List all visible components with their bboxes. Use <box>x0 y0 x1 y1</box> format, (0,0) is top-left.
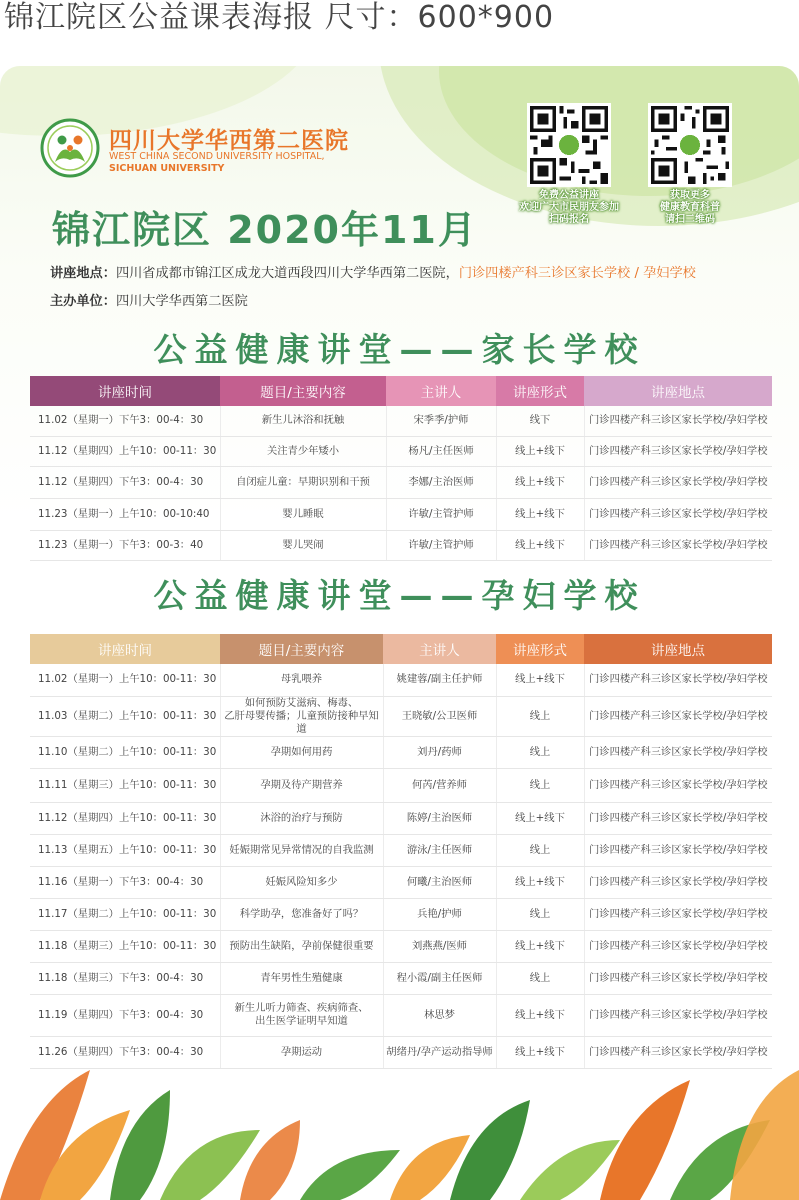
lecture-location: 门诊四楼产科三诊区家长学校/孕妇学校 <box>584 406 772 436</box>
column-header: 讲座地点 <box>584 376 772 406</box>
lecture-speaker: 王晓敏/公卫医师 <box>383 696 496 736</box>
lecture-time: 11.03（星期二）上午10：00-11：30 <box>30 696 220 736</box>
lecture-mode: 线上 <box>496 768 584 802</box>
lecture-topic-line: 新生儿听力筛查、疾病筛查、 <box>234 1002 369 1014</box>
table-row <box>30 736 772 768</box>
lecture-topic: 沐浴的治疗与预防 <box>220 802 383 834</box>
column-header: 讲座形式 <box>496 634 584 664</box>
lecture-location: 门诊四楼产科三诊区家长学校/孕妇学校 <box>584 768 772 802</box>
lecture-topic <box>220 696 383 736</box>
section-title-pregnancy-school: 公益健康讲堂——孕妇学校 <box>153 576 646 615</box>
table-header-row <box>30 376 772 406</box>
lecture-speaker: 游泳/主任医师 <box>383 834 496 866</box>
column-header: 题目/主要内容 <box>220 376 386 406</box>
lecture-speaker: 杨凡/主任医师 <box>386 436 496 466</box>
lecture-mode: 线上+线下 <box>496 866 584 898</box>
lecture-mode: 线上+线下 <box>496 994 584 1036</box>
hospital-name-english: WEST CHINA SECOND UNIVERSITY HOSPITAL, <box>109 151 325 162</box>
lecture-location: 门诊四楼产科三诊区家长学校/孕妇学校 <box>584 866 772 898</box>
lecture-topic: 婴儿哭闹 <box>220 530 386 560</box>
lecture-mode: 线上 <box>496 898 584 930</box>
lecture-speaker: 许敏/主管护师 <box>386 498 496 530</box>
table-row <box>30 466 772 498</box>
table-row <box>30 898 772 930</box>
lecture-mode: 线上+线下 <box>496 1036 584 1068</box>
lecture-mode: 线上+线下 <box>496 466 584 498</box>
lecture-mode: 线上+线下 <box>496 530 584 560</box>
qr-note-line: 获取更多 <box>670 190 710 201</box>
page-title: 锦江院区 2020年11月 <box>52 208 478 252</box>
lecture-topic: 新生儿沐浴和抚触 <box>220 406 386 436</box>
lecture-location: 门诊四楼产科三诊区家长学校/孕妇学校 <box>584 498 772 530</box>
hospital-logo-icon <box>40 118 100 178</box>
lecture-speaker: 刘燕燕/医师 <box>383 930 496 962</box>
lecture-topic: 青年男性生殖健康 <box>220 962 383 994</box>
lecture-time: 11.26（星期四）下午3：00-4：30 <box>30 1036 220 1068</box>
pregnancy-school-table <box>30 634 772 1069</box>
lecture-topic: 孕期运动 <box>220 1036 383 1068</box>
venue-line <box>50 262 696 281</box>
lecture-topic: 自闭症儿童：早期识别和干预 <box>220 466 386 498</box>
lecture-mode: 线上 <box>496 736 584 768</box>
lecture-speaker: 程小霞/副主任医师 <box>383 962 496 994</box>
venue-address: 四川省成都市锦江区成龙大道西段四川大学华西第二医院， <box>115 266 459 281</box>
lecture-speaker: 刘丹/药师 <box>383 736 496 768</box>
qr-note-line: 免费公益讲座 <box>539 190 599 201</box>
table-row <box>30 530 772 560</box>
section-title-parent-school: 公益健康讲堂——家长学校 <box>153 330 646 369</box>
lecture-mode: 线上+线下 <box>496 664 584 696</box>
lecture-mode: 线上+线下 <box>496 802 584 834</box>
lecture-speaker: 宋季季/护师 <box>386 406 496 436</box>
table-row <box>30 994 772 1036</box>
lecture-location: 门诊四楼产科三诊区家长学校/孕妇学校 <box>584 736 772 768</box>
lecture-time: 11.17（星期二）上午10：00-11：30 <box>30 898 220 930</box>
lecture-mode: 线上 <box>496 962 584 994</box>
lecture-location: 门诊四楼产科三诊区家长学校/孕妇学校 <box>584 802 772 834</box>
hospital-name-english-2: SICHUAN UNIVERSITY <box>109 163 225 174</box>
poster-caption: 锦江院区公益课表海报 尺寸：600*900 <box>4 0 555 35</box>
table-header-row <box>30 634 772 664</box>
table-row <box>30 930 772 962</box>
qr-code-icon[interactable] <box>527 103 611 187</box>
lecture-location: 门诊四楼产科三诊区家长学校/孕妇学校 <box>584 696 772 736</box>
lecture-time: 11.12（星期四）上午10：00-11：30 <box>30 436 220 466</box>
column-header: 主讲人 <box>383 634 496 664</box>
table-row <box>30 436 772 466</box>
lecture-speaker: 陈婷/主治医师 <box>383 802 496 834</box>
lecture-speaker: 林思梦 <box>383 994 496 1036</box>
lecture-time: 11.19（星期四）下午3：00-4：30 <box>30 994 220 1036</box>
column-header: 题目/主要内容 <box>220 634 383 664</box>
lecture-speaker: 何芮/营养师 <box>383 768 496 802</box>
lecture-topic: 预防出生缺陷，孕前保健很重要 <box>220 930 383 962</box>
table-row <box>30 768 772 802</box>
lecture-speaker: 胡绪丹/孕产运动指导师 <box>383 1036 496 1068</box>
table-row <box>30 406 772 436</box>
qr-note-registration <box>509 190 629 226</box>
lecture-mode: 线上+线下 <box>496 436 584 466</box>
lecture-time: 11.02（星期一）上午10：00-11：30 <box>30 664 220 696</box>
column-header: 讲座形式 <box>496 376 584 406</box>
lecture-topic-line: 如何预防艾滋病、梅毒、 <box>244 696 359 709</box>
venue-room: 门诊四楼产科三诊区家长学校 / 孕妇学校 <box>458 266 696 281</box>
lecture-time: 11.23（星期一）下午3：00-3：40 <box>30 530 220 560</box>
lecture-topic: 妊娠期常见异常情况的自我监测 <box>220 834 383 866</box>
lecture-mode: 线下 <box>496 406 584 436</box>
sponsor-label: 主办单位： <box>50 294 116 309</box>
poster <box>0 66 799 1200</box>
lecture-time: 11.18（星期三）上午10：00-11：30 <box>30 930 220 962</box>
parent-school-table <box>30 376 772 561</box>
venue-label: 讲座地点： <box>50 266 116 281</box>
lecture-topic: 婴儿睡眠 <box>220 498 386 530</box>
table-row <box>30 802 772 834</box>
qr-note-education <box>630 190 750 226</box>
sponsor-name: 四川大学华西第二医院 <box>115 294 248 309</box>
lecture-topic: 妊娠风险知多少 <box>220 866 383 898</box>
column-header: 讲座地点 <box>584 634 772 664</box>
lecture-location: 门诊四楼产科三诊区家长学校/孕妇学校 <box>584 664 772 696</box>
table-row <box>30 664 772 696</box>
table-row <box>30 696 772 736</box>
lecture-location: 门诊四楼产科三诊区家长学校/孕妇学校 <box>584 466 772 498</box>
column-header: 讲座时间 <box>30 634 220 664</box>
lecture-topic: 母乳喂养 <box>220 664 383 696</box>
lecture-mode: 线上+线下 <box>496 930 584 962</box>
lecture-time: 11.12（星期四）上午10：00-11：30 <box>30 802 220 834</box>
column-header: 主讲人 <box>386 376 496 406</box>
lecture-time: 11.18（星期三）下午3：00-4：30 <box>30 962 220 994</box>
qr-note-line: 欢迎广大市民朋友参加 <box>519 202 619 213</box>
sponsor-line <box>50 290 248 309</box>
lecture-topic: 孕期及待产期营养 <box>220 768 383 802</box>
lecture-location: 门诊四楼产科三诊区家长学校/孕妇学校 <box>584 436 772 466</box>
lecture-speaker: 姚建蓉/副主任护师 <box>383 664 496 696</box>
qr-note-line: 健康教育科普 <box>660 202 720 213</box>
lecture-mode: 线上+线下 <box>496 498 584 530</box>
lecture-topic-line: 乙肝母婴传播；儿童预防接种早知道 <box>224 709 379 735</box>
qr-code-icon[interactable] <box>648 103 732 187</box>
lecture-topic-line: 出生医学证明早知道 <box>255 1015 348 1027</box>
lecture-topic: 科学助孕，您准备好了吗？ <box>220 898 383 930</box>
lecture-speaker: 何曦/主治医师 <box>383 866 496 898</box>
lecture-location: 门诊四楼产科三诊区家长学校/孕妇学校 <box>584 930 772 962</box>
lecture-location: 门诊四楼产科三诊区家长学校/孕妇学校 <box>584 834 772 866</box>
table-row <box>30 498 772 530</box>
lecture-location: 门诊四楼产科三诊区家长学校/孕妇学校 <box>584 898 772 930</box>
lecture-time: 11.13（星期五）上午10：00-11：30 <box>30 834 220 866</box>
lecture-time: 11.02（星期一）下午3：00-4：30 <box>30 406 220 436</box>
lecture-speaker: 许敏/主管护师 <box>386 530 496 560</box>
lecture-time: 11.10（星期二）上午10：00-11：30 <box>30 736 220 768</box>
qr-note-line: 扫码报名 <box>549 214 589 225</box>
qr-note-line: 请扫二维码 <box>665 214 715 225</box>
lecture-topic <box>220 994 383 1036</box>
lecture-speaker: 李娜/主治医师 <box>386 466 496 498</box>
lecture-time: 11.23（星期一）上午10：00-10:40 <box>30 498 220 530</box>
table-row <box>30 962 772 994</box>
lecture-location: 门诊四楼产科三诊区家长学校/孕妇学校 <box>584 962 772 994</box>
lecture-time: 11.11（星期三）上午10：00-11：30 <box>30 768 220 802</box>
table-row <box>30 834 772 866</box>
lecture-location: 门诊四楼产科三诊区家长学校/孕妇学校 <box>584 530 772 560</box>
lecture-topic: 关注青少年矮小 <box>220 436 386 466</box>
column-header: 讲座时间 <box>30 376 220 406</box>
table-row <box>30 866 772 898</box>
lecture-time: 11.12（星期四）下午3：00-4：30 <box>30 466 220 498</box>
lecture-speaker: 兵艳/护师 <box>383 898 496 930</box>
lecture-location: 门诊四楼产科三诊区家长学校/孕妇学校 <box>584 1036 772 1068</box>
lecture-mode: 线上 <box>496 834 584 866</box>
lecture-topic: 孕期如何用药 <box>220 736 383 768</box>
decorative-leaves-icon <box>0 1040 799 1200</box>
lecture-location: 门诊四楼产科三诊区家长学校/孕妇学校 <box>584 994 772 1036</box>
lecture-mode: 线上 <box>496 696 584 736</box>
hospital-name: 四川大学华西第二医院 <box>109 128 349 154</box>
lecture-time: 11.16（星期一）下午3：00-4：30 <box>30 866 220 898</box>
